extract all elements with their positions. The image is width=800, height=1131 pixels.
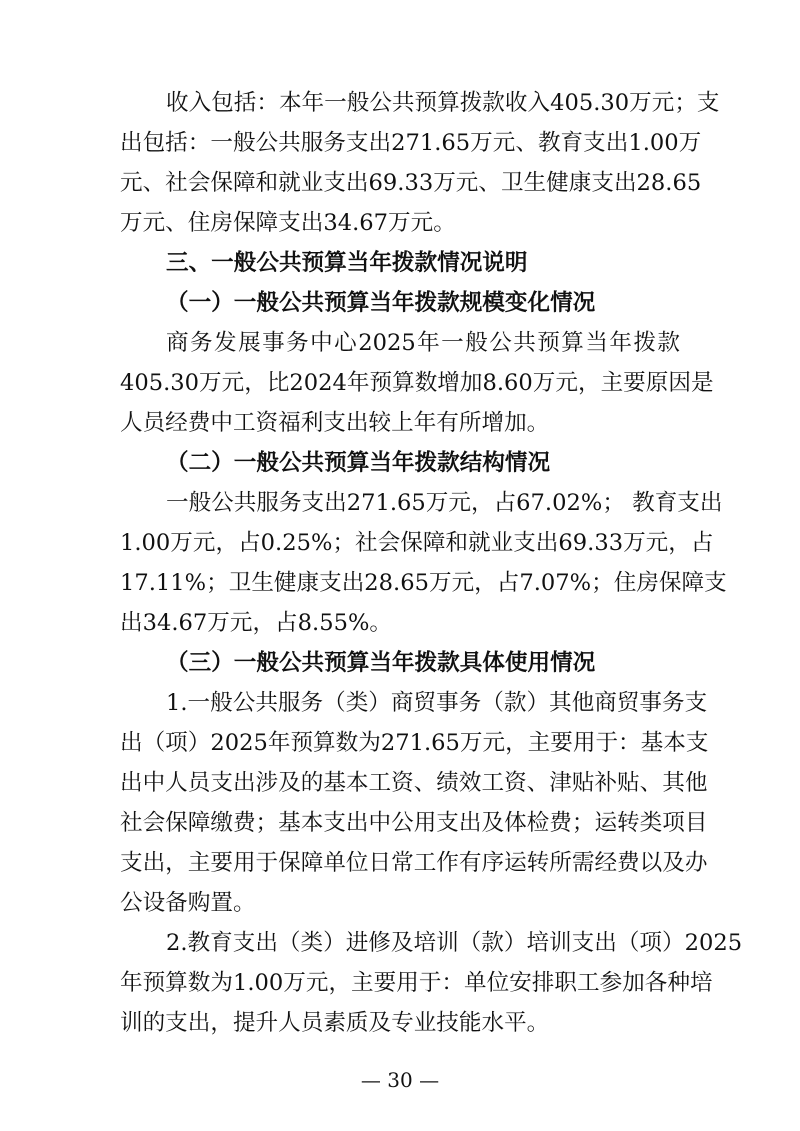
text-line: 训的支出，提升人员素质及专业技能水平。 bbox=[120, 1010, 550, 1036]
section-heading: （三）一般公共预算当年拨款具体使用情况 bbox=[166, 650, 596, 676]
text-line: 社会保障缴费；基本支出中公用支出及体检费；运转类项目 bbox=[120, 810, 708, 836]
text-line: 1.00万元，占0.25%；社会保障和就业支出69.33万元，占 bbox=[120, 530, 714, 556]
page-number: — 30 — bbox=[360, 1068, 440, 1092]
text-line: 元、社会保障和就业支出69.33万元、卫生健康支出28.65 bbox=[120, 170, 702, 196]
section-heading: 三、一般公共预算当年拨款情况说明 bbox=[166, 250, 528, 276]
text-line: 公设备购置。 bbox=[120, 890, 256, 916]
text-line: 支出，主要用于保障单位日常工作有序运转所需经费以及办 bbox=[120, 850, 708, 876]
text-line: 出中人员支出涉及的基本工资、绩效工资、津贴补贴、其他 bbox=[120, 770, 708, 796]
text-line: 405.30万元，比2024年预算数增加8.60万元，主要原因是 bbox=[120, 370, 714, 396]
text-line: 2.教育支出（类）进修及培训（款）培训支出（项）2025 bbox=[166, 930, 743, 956]
text-line: 1.一般公共服务（类）商贸事务（款）其他商贸事务支 bbox=[166, 690, 708, 716]
text-line: 商务发展事务中心2025年一般公共预算当年拨款 bbox=[166, 330, 680, 356]
text-line: 一般公共服务支出271.65万元，占67.02%； 教育支出 bbox=[166, 490, 723, 516]
text-line: 17.11%；卫生健康支出28.65万元，占7.07%；住房保障支 bbox=[120, 570, 727, 596]
section-heading: （一）一般公共预算当年拨款规模变化情况 bbox=[166, 290, 596, 316]
text-line: 出包括：一般公共服务支出271.65万元、教育支出1.00万 bbox=[120, 130, 702, 156]
text-line: 收入包括：本年一般公共预算拨款收入405.30万元；支 bbox=[166, 90, 720, 116]
text-line: 年预算数为1.00万元，主要用于：单位安排职工参加各种培 bbox=[120, 970, 713, 996]
text-line: 出（项）2025年预算数为271.65万元，主要用于：基本支 bbox=[120, 730, 709, 756]
section-heading: （二）一般公共预算当年拨款结构情况 bbox=[166, 450, 551, 476]
text-line: 出34.67万元，占8.55%。 bbox=[120, 610, 393, 636]
text-line: 人员经费中工资福利支出较上年有所增加。 bbox=[120, 410, 550, 436]
text-line: 万元、住房保障支出34.67万元。 bbox=[120, 210, 456, 236]
